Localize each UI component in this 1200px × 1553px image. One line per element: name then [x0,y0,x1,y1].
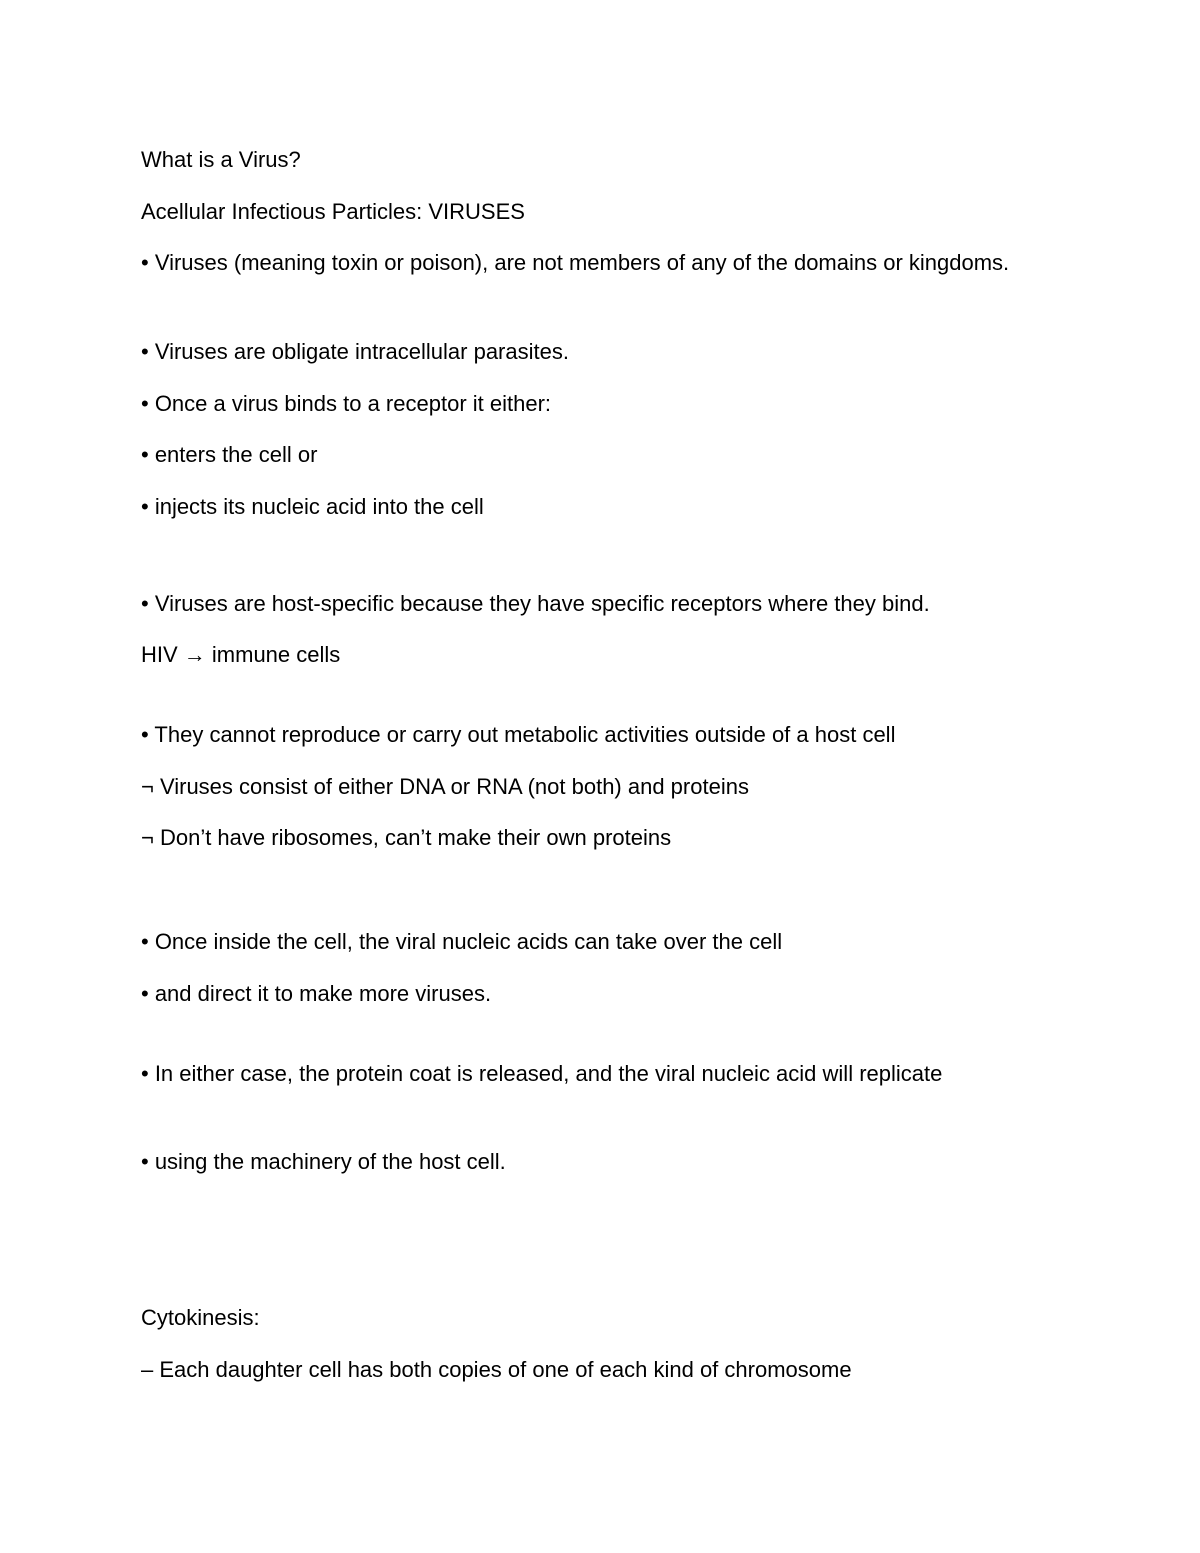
bullet-enters-cell: • enters the cell or [141,442,318,467]
bullet-host-specific: • Viruses are host-specific because they have specific receptors where they bind. [141,591,930,616]
bullet-make-more-viruses: • and direct it to make more viruses. [141,981,492,1006]
hiv-immune-cells: HIV → immune cells [141,642,341,667]
document-title: What is a Virus? [141,147,301,172]
cytokinesis-daughter-cell: – Each daughter cell has both copies of one of each kind of chromosome [141,1357,852,1382]
bullet-binds-receptor: • Once a virus binds to a receptor it either: [141,391,552,416]
bullet-obligate-parasites: • Viruses are obligate intracellular parasites. [141,339,569,364]
bullet-host-machinery: • using the machinery of the host cell. [141,1149,506,1174]
bullet-take-over-cell: • Once inside the cell, the viral nucleic acids can take over the cell [141,929,783,954]
bullet-injects-nucleic-acid: • injects its nucleic acid into the cell [141,494,484,519]
bullet-protein-coat-released: • In either case, the protein coat is released, and the viral nucleic acid will replicate [141,1061,943,1086]
section-heading-cytokinesis: Cytokinesis: [141,1305,260,1330]
note-no-ribosomes: ¬ Don’t have ribosomes, can’t make their own proteins [141,825,672,850]
bullet-cannot-reproduce: • They cannot reproduce or carry out metabolic activities outside of a host cell [141,722,896,747]
bullet-viruses-definition: • Viruses (meaning toxin or poison), are not members of any of the domains or kingdoms. [141,250,1010,275]
section-heading-viruses: Acellular Infectious Particles: VIRUSES [141,199,525,224]
note-dna-or-rna: ¬ Viruses consist of either DNA or RNA (not both) and proteins [141,774,749,799]
